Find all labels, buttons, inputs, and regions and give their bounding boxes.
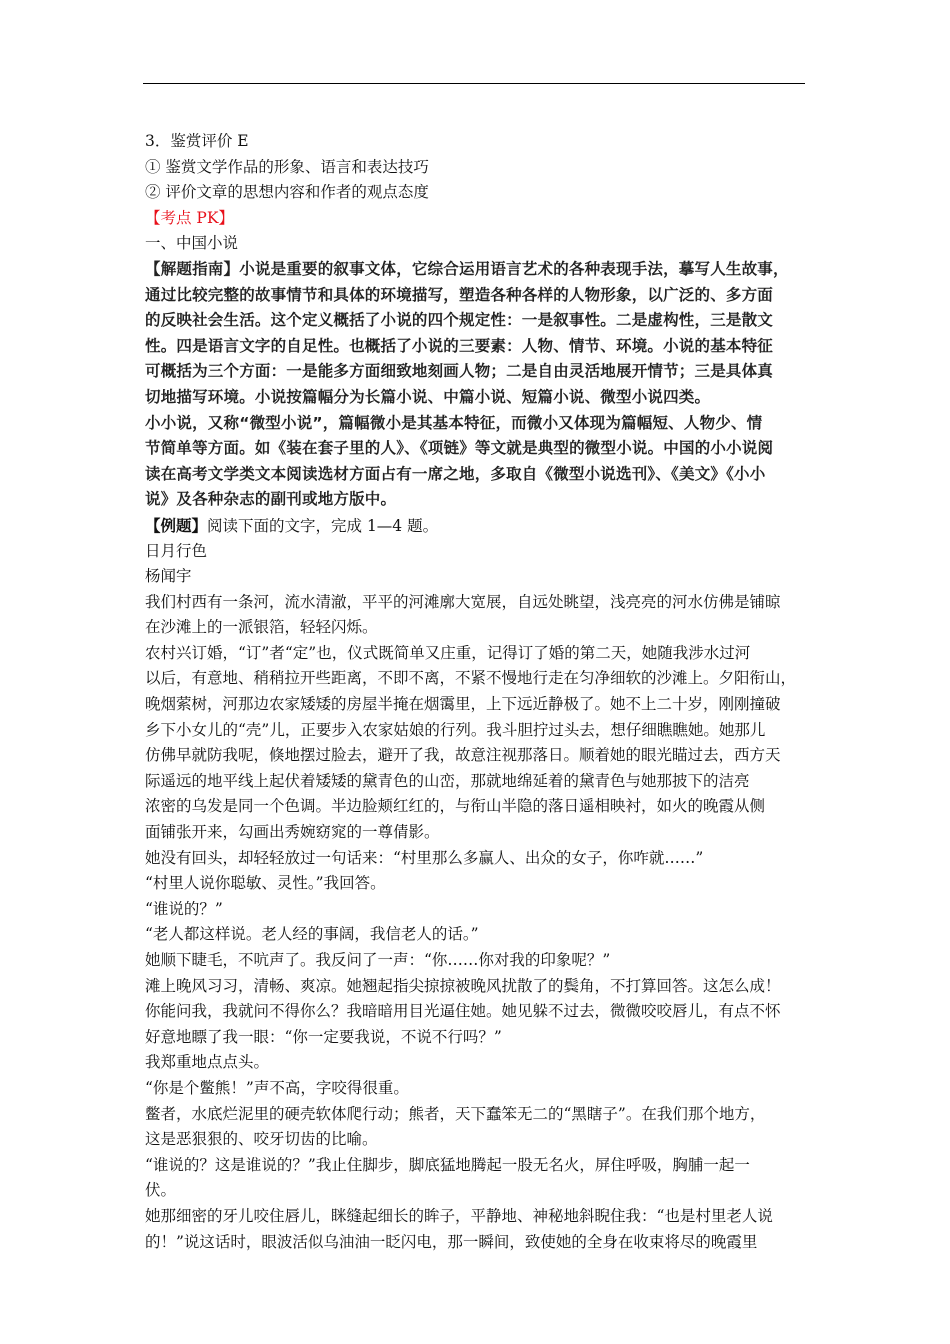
story-line: 的！”说这话时，眼波活似乌油油一眨闪电，那一瞬间，致使她的全身在收束将尽的晚霞里 bbox=[145, 1232, 758, 1251]
guide-line: 的反映社会生活。这个定义概括了小说的四个规定性：一是叙事性。二是虚构性，三是散文 bbox=[145, 311, 774, 330]
example-lead: 【例题】 bbox=[145, 515, 208, 535]
objective-item-1: ① 鉴赏文学作品的形象、语言和表达技巧 bbox=[145, 157, 429, 176]
story-line: 好意地瞟了我一眼：“你一定要我说，不说不行吗？” bbox=[145, 1027, 502, 1046]
story-author: 杨闻宇 bbox=[145, 567, 192, 586]
guide-line: 小小说，又称“微型小说”，篇幅微小是其基本特征，而微小又体现为篇幅短、人物少、情 bbox=[145, 413, 763, 432]
story-line: 以后，有意地、稍稍拉开些距离，不即不离，不紧不慢地行走在匀净细软的沙滩上。夕阳衔山， bbox=[145, 669, 797, 688]
story-line: “谁说的？” bbox=[145, 899, 223, 918]
story-line: 滩上晚风习习，清畅、爽凉。她翘起指尖掠掠被晚风扰散了的鬓角，不打算回答。这怎么成！ bbox=[145, 976, 781, 995]
story-line: 我们村西有一条河，流水清澈，平平的河滩廓大宽展，自远处眺望，浅亮亮的河水仿佛是铺晾 bbox=[145, 592, 781, 611]
header-rule bbox=[143, 83, 805, 84]
document-body bbox=[145, 129, 809, 1255]
example-text: 阅读下面的文字，完成 1—4 题。 bbox=[207, 516, 439, 535]
guide-line: 可概括为三个方面：一是能多方面细致地刻画人物；二是自由灵活地展开情节；三是具体真 bbox=[145, 362, 774, 381]
section-heading: 一、中国小说 bbox=[145, 234, 239, 253]
story-line: 面铺张开来，勾画出秀婉窈窕的一尊倩影。 bbox=[145, 823, 440, 842]
example-instruction bbox=[145, 513, 809, 539]
story-line: 乡下小女儿的“壳”儿，正要步入农家姑娘的行列。我斗胆拧过头去，想仔细瞧瞧她。她那儿 bbox=[145, 720, 766, 739]
story-line: 她那细密的牙儿咬住唇儿，眯缝起细长的眸子，平静地、神秘地斜睨住我：“也是村里老人说 bbox=[145, 1206, 773, 1225]
kaodian-label: 【考点 PK】 bbox=[145, 208, 234, 227]
guide-block bbox=[145, 257, 809, 513]
story-line: 你能问我，我就问不得你么？我暗暗用目光逼住她。她见躲不过去，微微咬咬唇儿，有点不怀 bbox=[145, 1002, 781, 1021]
objective-item-2: ② 评价文章的思想内容和作者的观点态度 bbox=[145, 183, 429, 202]
story-line: 伏。 bbox=[145, 1181, 177, 1200]
story-line: 仿佛早就防我呢，倏地摆过脸去，避开了我，故意注视那落日。顺着她的眼光瞄过去，西方天 bbox=[145, 746, 781, 765]
objective-heading: 3．鉴赏评价 E bbox=[145, 132, 249, 150]
guide-line: 通过比较完整的故事情节和具体的环境描写，塑造各种各样的人物形象，以广泛的、多方面 bbox=[145, 285, 774, 304]
guide-line: 读在高考文学类文本阅读选材方面占有一席之地，多取自《微型小说选刊》、《美文》《小小 bbox=[145, 464, 766, 483]
story-line: 晚烟萦树，河那边农家矮矮的房屋半掩在烟霭里，上下远近静极了。她不上二十岁，刚刚撞破 bbox=[145, 695, 781, 714]
story-line: “谁说的？这是谁说的？”我止住脚步，脚底猛地腾起一股无名火，屏住呼吸，胸脯一起一 bbox=[145, 1155, 750, 1174]
story-line: 在沙滩上的一派银箔，轻轻闪烁。 bbox=[145, 618, 378, 637]
guide-line: 节简单等方面。如《装在套子里的人》、《项链》等文就是典型的微型小说。中国的小小说阅 bbox=[145, 439, 774, 458]
guide-line: 说》及各种杂志的副刊或地方版中。 bbox=[145, 490, 397, 509]
story-line: 这是恶狠狠的、咬牙切齿的比喻。 bbox=[145, 1130, 378, 1149]
story-line: 她没有回头，却轻轻放过一句话来：“村里那么多赢人、出众的女子，你咋就……” bbox=[145, 848, 704, 867]
story-line: 浓密的乌发是同一个色调。半边脸颊红红的，与衔山半隐的落日遥相映衬，如火的晚霞从侧 bbox=[145, 797, 766, 816]
guide-line: 性。四是语言文字的自足性。也概括了小说的三要素：人物、情节、环境。小说的基本特征 bbox=[145, 336, 774, 355]
story-line: “你是个鳖熊！”声不高，字咬得很重。 bbox=[145, 1078, 409, 1097]
story-line: 农村兴订婚，“订”者“定”也，仪式既简单又庄重，记得订了婚的第二天，她随我涉水过河 bbox=[145, 643, 751, 662]
story-line: 她顺下睫毛，不吭声了。我反问了一声：“你……你对我的印象呢？” bbox=[145, 951, 611, 969]
story-line: “老人都这样说。老人经的事阔，我信老人的话。” bbox=[145, 925, 479, 944]
story-line: 鳖者，水底烂泥里的硬壳软体爬行动；熊者，天下蠢笨无二的“黑瞎子”。在我们那个地方， bbox=[145, 1104, 766, 1123]
guide-line: 切地描写环境。小说按篇幅分为长篇小说、中篇小说、短篇小说、微型小说四类。 bbox=[145, 387, 711, 406]
story-line: “村里人说你聪敏、灵性。”我回答。 bbox=[145, 874, 386, 893]
story-title: 日月行色 bbox=[145, 541, 208, 560]
story-line: 际遥远的地平线上起伏着矮矮的黛青色的山峦，那就地绵延着的黛青色与她那披下的洁亮 bbox=[145, 771, 750, 790]
story-line: 我郑重地点点头。 bbox=[145, 1053, 270, 1072]
story-body bbox=[145, 590, 809, 1255]
guide-line: 【解题指南】小说是重要的叙事文体，它综合运用语言艺术的各种表现手法，摹写人生故事， bbox=[145, 259, 789, 278]
